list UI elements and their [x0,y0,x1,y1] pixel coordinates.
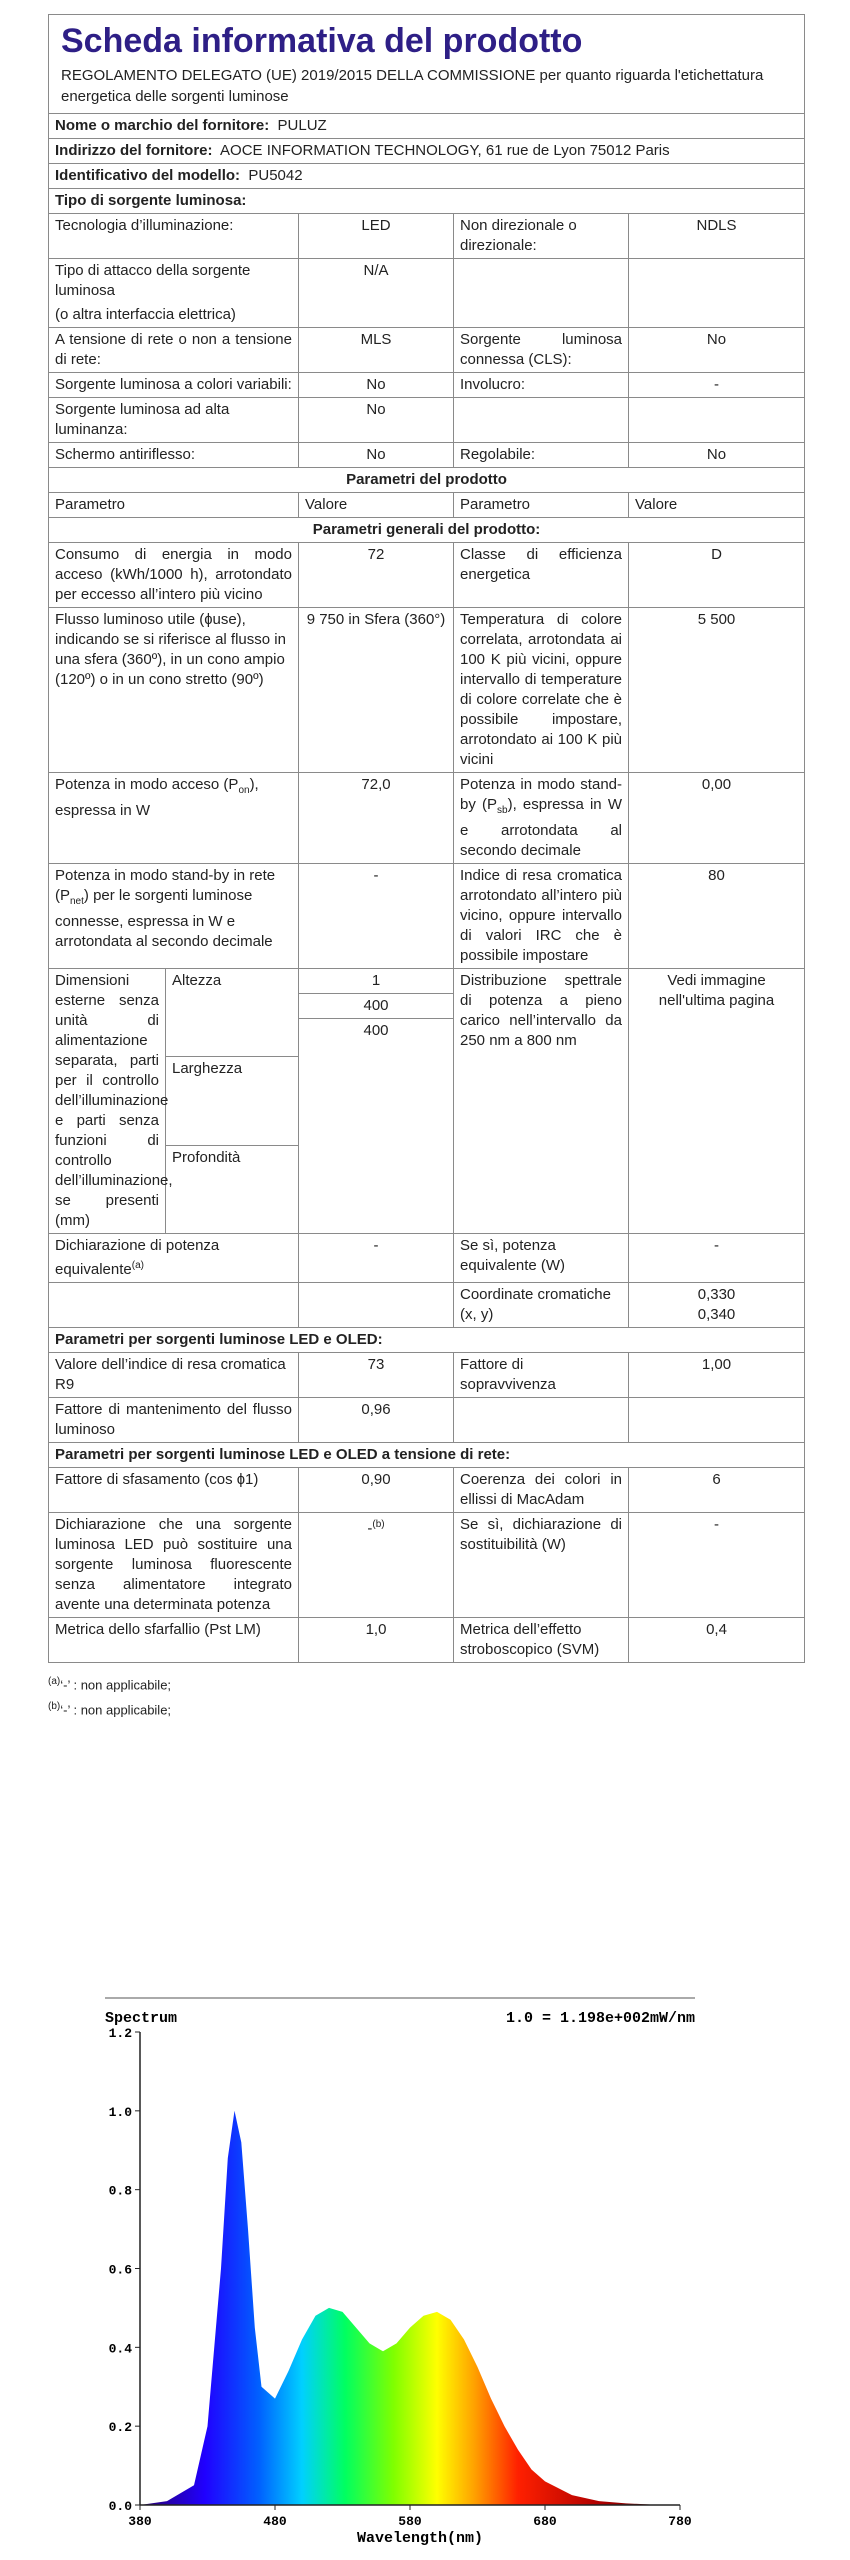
cell-label [49,259,299,328]
sheet-title-cell [49,15,805,114]
table-row [49,443,805,468]
cell-label: Coerenza dei colori in ellissi di MacAdam [454,1468,629,1513]
footnote-text: ‘-’ : non applicabile; [60,1677,172,1693]
product-info-table [48,14,805,1663]
cell-value: No [629,443,805,468]
height-label: Altezza [166,969,299,1056]
cell-text: (o altra interfaccia elettrica) [55,306,236,323]
supplier-address-row [49,139,805,164]
y-tick-label: 0.0 [108,2499,132,2514]
cell-label: Schermo antiriflesso: [49,443,299,468]
cell-label: Non direzionale o direzionale: [454,214,629,259]
cell-text: ) per le sorgenti luminose connesse, espressa in W e arrotondata al secondo decimale [55,887,273,950]
cell-label: Regolabile: [454,443,629,468]
cell-text: Potenza in modo acceso (P [55,776,239,793]
y-tick-label: 0.6 [108,2262,132,2278]
superscript: (a) [131,1260,144,1271]
cell-value: - [299,1234,454,1283]
cell-empty [629,398,805,443]
cell-value: N/A [299,259,454,328]
spectrum-scale: 1.0 = 1.198e+002mW/nm [505,2010,695,2027]
sheet-title: Scheda informativa del prodotto [61,22,583,60]
cell-value: MLS [299,328,454,373]
superscript: (b) [372,1519,385,1530]
cell-empty [49,1283,299,1328]
x-tick-label: 480 [263,2514,287,2529]
cell-text: - [367,1520,373,1537]
cell-value: 6 [629,1468,805,1513]
cell-text: ), espressa in W e arrotondata al secondo decimale [460,796,622,859]
cell-label [49,1234,299,1283]
superscript: (a) [48,1676,61,1687]
table-row [49,259,805,328]
cell-value: 1,0 [299,1618,454,1663]
y-tick-label: 1.0 [108,2104,132,2120]
column-header: Parametro [49,493,299,518]
table-row [49,1513,805,1618]
cell-empty [454,259,629,328]
supplier-name-label: Nome o marchio del fornitore: [55,117,270,134]
cell-label: Dichiarazione che una sorgente luminosa LED può sostituire una sorgente luminosa fluorescente senza alimentatore integrato avente una determinata potenza [49,1513,299,1618]
column-header: Valore [629,493,805,518]
y-tick-label: 0.8 [108,2183,132,2199]
cell-value: LED [299,214,454,259]
general-params-heading: Parametri generali del prodotto: [49,518,805,543]
cell-value: 0,90 [299,1468,454,1513]
x-axis-ticks [128,2505,692,2529]
dimensions-values-cell [299,969,454,1234]
product-params-heading: Parametri del prodotto [49,468,805,493]
depth-label: Profondità [172,1149,241,1167]
cell-value: 9 750 in Sfera (360°) [299,608,454,773]
chroma-y: 0,340 [697,1306,736,1323]
cell-label [49,773,299,864]
cell-value: 0,00 [629,773,805,864]
table-row [49,864,805,969]
model-id-row [49,164,805,189]
y-tick-label: 0.4 [108,2341,132,2357]
table-row [49,1353,805,1398]
cell-value: No [299,373,454,398]
column-header: Valore [299,493,454,518]
cell-value: 5 500 [629,608,805,773]
product-info-sheet [48,14,804,1722]
model-id-label: Identificativo del modello: [55,167,241,184]
table-row [49,1234,805,1283]
footnote-text: ‘-’ : non applicabile; [60,1702,172,1718]
supplier-name: PULUZ [277,117,327,134]
cell-value: 73 [299,1353,454,1398]
cell-label: Valore dell’indice di resa cromatica R9 [49,1353,299,1398]
cell-empty [629,259,805,328]
cell-value: NDLS [629,214,805,259]
cell-empty [454,398,629,443]
led-params-heading: Parametri per sorgenti luminose LED e OLED: [49,1328,805,1353]
cell-empty [299,1283,454,1328]
cell-value: 72 [299,543,454,608]
cell-empty [454,1398,629,1443]
column-header: Parametro [454,493,629,518]
height-value: 1 [299,969,453,994]
cell-value: - [629,373,805,398]
cell-label: Sorgente luminosa a colori variabili: [49,373,299,398]
cell-label [49,864,299,969]
table-row [49,969,805,1234]
cell-label: Temperatura di colore correlata, arrotondata ai 100 K più vicini, oppure intervallo di temperature di colore correlate che è possibile impostare, arrotondato ai 100 K più vicini [454,608,629,773]
footnotes [48,1671,804,1722]
superscript: (b) [48,1701,61,1713]
cell-value: Vedi immagine nell'ultima pagina [629,969,805,1234]
table-row [49,608,805,773]
y-tick-label: 1.2 [108,2026,132,2041]
cell-label: Involucro: [454,373,629,398]
subscript: on [238,785,250,796]
cell-label: Sorgente luminosa ad alta luminanza: [49,398,299,443]
cell-label: Se sì, dichiarazione di sostituibilità (W) [454,1513,629,1618]
x-tick-label: 680 [533,2514,557,2529]
dimensions-label: Dimensioni esterne senza unità di alimentazione separata, parti per il controllo dell’illuminazione e parti senza funzioni di controllo dell’illuminazione, se presenti (mm) [49,969,166,1233]
table-row [49,1398,805,1443]
y-tick-label: 0.2 [108,2420,132,2436]
table-row [49,1283,805,1328]
cell-label: Fattore di mantenimento del flusso luminoso [49,1398,299,1443]
depth-value: 400 [363,1022,389,1039]
cell-empty [629,1398,805,1443]
light-source-type-heading: Tipo di sorgente luminosa: [49,189,805,214]
mains-params-heading: Parametri per sorgenti luminose LED e OLED a tensione di rete: [49,1443,805,1468]
supplier-name-row [49,114,805,139]
dimensions-cell [49,969,299,1234]
cell-value: 1,00 [629,1353,805,1398]
spectrum-chart [95,1990,705,2550]
cell-value: 80 [629,864,805,969]
table-row [49,398,805,443]
x-tick-label: 580 [398,2514,422,2529]
cell-value: No [299,398,454,443]
cell-text: Dichiarazione di potenza equivalente [55,1237,220,1278]
cell-value: - [629,1234,805,1283]
x-tick-label: 780 [668,2514,692,2529]
y-axis-ticks [109,2026,140,2514]
table-row [49,543,805,608]
table-header-row [49,493,805,518]
chroma-x: 0,330 [697,1286,736,1303]
cell-text: Tipo di attacco della sorgente luminosa [55,262,251,299]
cell-value: 0,4 [629,1618,805,1663]
cell-label: Metrica dell’effetto stroboscopico (SVM) [454,1618,629,1663]
cell-text: Potenza in modo stand-by (P [460,776,622,813]
table-row [49,773,805,864]
spectrum-area [140,2111,680,2505]
cell-value: - [299,864,454,969]
cell-label: Consumo di energia in modo acceso (kWh/1000 h), arrotondato per eccesso all’intero più vicino [49,543,299,608]
cell-label: A tensione di rete o non a tensione di rete: [49,328,299,373]
supplier-address: AOCE INFORMATION TECHNOLOGY, 61 rue de Lyon 75012 Paris [220,142,670,159]
cell-label: Metrica dello sfarfallio (Pst LM) [49,1618,299,1663]
cell-label: Tecnologia d’illuminazione: [49,214,299,259]
dimensions-values [299,969,453,1043]
table-row [49,1468,805,1513]
supplier-address-label: Indirizzo del fornitore: [55,142,213,159]
cell-value: - [629,1513,805,1618]
cell-value [629,1283,805,1328]
table-row [49,328,805,373]
width-value: 400 [299,994,453,1019]
regulation-intro: REGOLAMENTO DELEGATO (UE) 2019/2015 DELLA COMMISSIONE per quanto riguarda l'etichettatura energetica delle sorgenti luminose [61,67,764,105]
dimensions-table [49,969,298,1233]
spectrum-title: Spectrum [105,2010,178,2027]
cell-value: D [629,543,805,608]
cell-label [454,773,629,864]
model-id: PU5042 [248,167,303,184]
footnote-b [48,1696,804,1721]
cell-label: Fattore di sfasamento (cos ɸ1) [49,1468,299,1513]
cell-value: No [299,443,454,468]
cell-text: ), espressa in W [55,776,259,819]
table-row [49,1618,805,1663]
x-axis-label: Wavelength(nm) [356,2530,484,2547]
subscript: sb [497,805,508,816]
footnote-a [48,1671,804,1696]
cell-text: Potenza in modo stand-by in rete (P [55,867,276,904]
x-tick-label: 380 [128,2514,152,2529]
cell-label: Classe di efficienza energetica [454,543,629,608]
cell-label: Flusso luminoso utile (ɸuse), indicando se si riferisce al flusso in una sfera (360º), in un cono ampio (120º) o in un cono stretto (90º) [49,608,299,773]
subscript: net [70,896,84,907]
cell-label: Coordinate cromatiche (x, y) [454,1283,629,1328]
cell-label: Fattore di sopravvivenza [454,1353,629,1398]
cell-value: 72,0 [299,773,454,864]
cell-value: No [629,328,805,373]
cell-label: Indice di resa cromatica arrotondato all’intero più vicino, oppure intervallo di valori IRC che è possibile impostare [454,864,629,969]
table-row [49,214,805,259]
table-row [49,373,805,398]
cell-value: 0,96 [299,1398,454,1443]
cell-label: Distribuzione spettrale di potenza a pieno carico nell’intervallo da 250 nm a 800 nm [454,969,629,1234]
cell-label: Sorgente luminosa connessa (CLS): [454,328,629,373]
width-label: Larghezza [166,1056,299,1145]
cell-value [299,1513,454,1618]
cell-label: Se sì, potenza equivalente (W) [454,1234,629,1283]
